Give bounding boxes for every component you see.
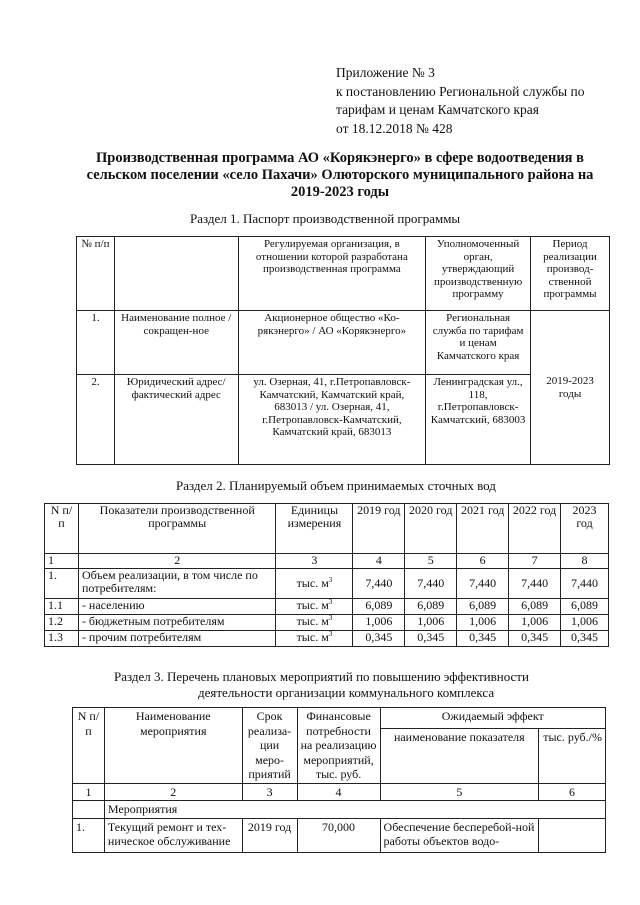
table-row [73,818,606,852]
section1-title: Раздел 1. Паспорт производственной программы [190,211,461,226]
row-value: 1,006 [509,615,561,631]
row-value: 0,345 [405,631,457,647]
row-indicator: Обеспечение бесперебой-ной работы объектов водо- [380,818,539,852]
header-period: Период реализации производ-ственной программы [531,237,610,311]
column-number: 4 [353,554,405,569]
row-unit [276,599,353,615]
row-authority: Региональная служба по тарифам и ценам Камчатского края [426,311,531,375]
row-authority: Ленинградская ул., 118, г.Петропавловск-Камчатский, 683003 [426,375,531,465]
row-unit [276,631,353,647]
unit-power: 3 [328,598,333,606]
row-num: 1. [73,818,105,852]
header-indicator-name: наименование показателя [380,728,539,783]
header-year: 2020 год [405,504,457,554]
header-num: № п/п [77,237,115,311]
section3-title-line1: Раздел 3. Перечень плановых мероприятий по повышению эффективности [114,669,529,684]
row-unit [276,569,353,599]
row-term: 2019 год [242,818,297,852]
header-indicator: Показатели производственной программы [78,504,276,554]
row-org: Акционерное общество «Ко-рякэнерго» / АО «Корякэнерго» [238,311,426,375]
column-number: 3 [242,783,297,801]
row-num: 1.3 [45,631,79,647]
table-row [45,615,609,631]
column-number-row [73,783,606,801]
column-number: 4 [297,783,380,801]
column-number: 5 [405,554,457,569]
column-number: 6 [457,554,509,569]
unit-base: тыс. м [296,576,329,590]
table-header-row [45,504,609,554]
row-num: 1. [45,569,79,599]
row-value: 0,345 [561,631,609,647]
row-num: 1.1 [45,599,79,615]
row-num: 1.2 [45,615,79,631]
column-number: 1 [45,554,79,569]
row-num: 1. [77,311,115,375]
table-row [45,599,609,615]
unit-base: тыс. м [296,598,329,612]
row-indicator: Объем реализации, в том числе по потребителям: [78,569,276,599]
row-value: 1,006 [457,615,509,631]
column-number: 3 [276,554,353,569]
row-unit [276,615,353,631]
appendix-line: от 18.12.2018 № 428 [336,120,453,136]
unit-power: 3 [328,630,333,638]
passport-table [76,236,610,465]
row-num: 2. [77,375,115,465]
header-name: Наименование мероприятия [104,708,242,784]
table-row [45,569,609,599]
row-value: 6,089 [457,599,509,615]
row-value: 7,440 [353,569,405,599]
row-indicator: - населению [78,599,276,615]
table-row [45,631,609,647]
appendix-line: Приложение № 3 [336,65,435,80]
row-value: 0,345 [509,631,561,647]
row-finance: 70,000 [297,818,380,852]
group-row [73,801,606,819]
document-title: Производственная программа АО «Корякэнерго» в сфере водоотведения в сельском поселении «село Пахачи» Олюторского муниципального района на 2019-2023 годы [86,150,594,200]
row-value: 0,345 [353,631,405,647]
row-value: 1,006 [353,615,405,631]
table-row [77,311,610,375]
header-effect: Ожидаемый эффект [380,708,605,729]
row-value: 6,089 [405,599,457,615]
row-value: 7,440 [561,569,609,599]
row-value: 7,440 [457,569,509,599]
header-value: тыс. руб./% [539,728,606,783]
group-num [73,801,105,819]
header-term: Срок реализа-ции меро-приятий [242,708,297,784]
header-authority: Уполномоченный орган, утверждающий производственную программу [426,237,531,311]
appendix-line: к постановлению Региональной службы по [336,83,585,99]
row-value: 7,440 [509,569,561,599]
row-value: 6,089 [353,599,405,615]
row-name: Текущий ремонт и тех-ническое обслуживание [104,818,242,852]
header-org: Регулируемая организация, в отношении которой разработана производственная программа [238,237,426,311]
header-year: 2022 год [509,504,561,554]
column-number: 1 [73,783,105,801]
header-num: N п/п [73,708,105,784]
measures-table [72,707,606,853]
header-year: 2019 год [353,504,405,554]
appendix-line: тарифам и ценам Камчатского края [336,102,539,117]
header-name [114,237,238,311]
volume-table [44,503,609,647]
unit-power: 3 [328,576,333,584]
appendix-header [336,64,636,138]
table-header-row [77,237,610,311]
unit-power: 3 [328,614,333,622]
column-number: 8 [561,554,609,569]
table-header-row [73,708,606,729]
row-value: 1,006 [405,615,457,631]
header-year: 2023 год [561,504,609,554]
column-number: 2 [78,554,276,569]
row-name: Наименование полное / сокращен-ное [114,311,238,375]
header-unit: Единицы измерения [276,504,353,554]
table-row [77,375,610,465]
column-number-row [45,554,609,569]
section2-title: Раздел 2. Планируемый объем принимаемых сточных вод [176,478,496,493]
row-indicator: - прочим потребителям [78,631,276,647]
unit-base: тыс. м [296,614,329,628]
row-value: 7,440 [405,569,457,599]
row-value: 6,089 [509,599,561,615]
row-org: ул. Озерная, 41, г.Петропавловск-Камчатский, Камчатский край, 683013 / ул. Озерная, 41, г.Петропавловск-Камчатский, Камчатский край, 683013 [238,375,426,465]
column-number: 2 [104,783,242,801]
header-year: 2021 год [457,504,509,554]
row-value: 1,006 [561,615,609,631]
header-num: N п/п [45,504,79,554]
row-value: 0,345 [457,631,509,647]
group-label: Мероприятия [104,801,605,819]
row-indicator: - бюджетным потребителям [78,615,276,631]
column-number: 7 [509,554,561,569]
period-cell: 2019-2023 годы [531,311,610,465]
header-finance: Финансовые потребности на реализацию мероприятий, тыс. руб. [297,708,380,784]
section3-title-line2: деятельности организации коммунального комплекса [198,685,495,700]
row-value: 6,089 [561,599,609,615]
row-name: Юридический адрес/фактический адрес [114,375,238,465]
row-value [539,818,606,852]
column-number: 5 [380,783,539,801]
unit-base: тыс. м [296,630,329,644]
column-number: 6 [539,783,606,801]
